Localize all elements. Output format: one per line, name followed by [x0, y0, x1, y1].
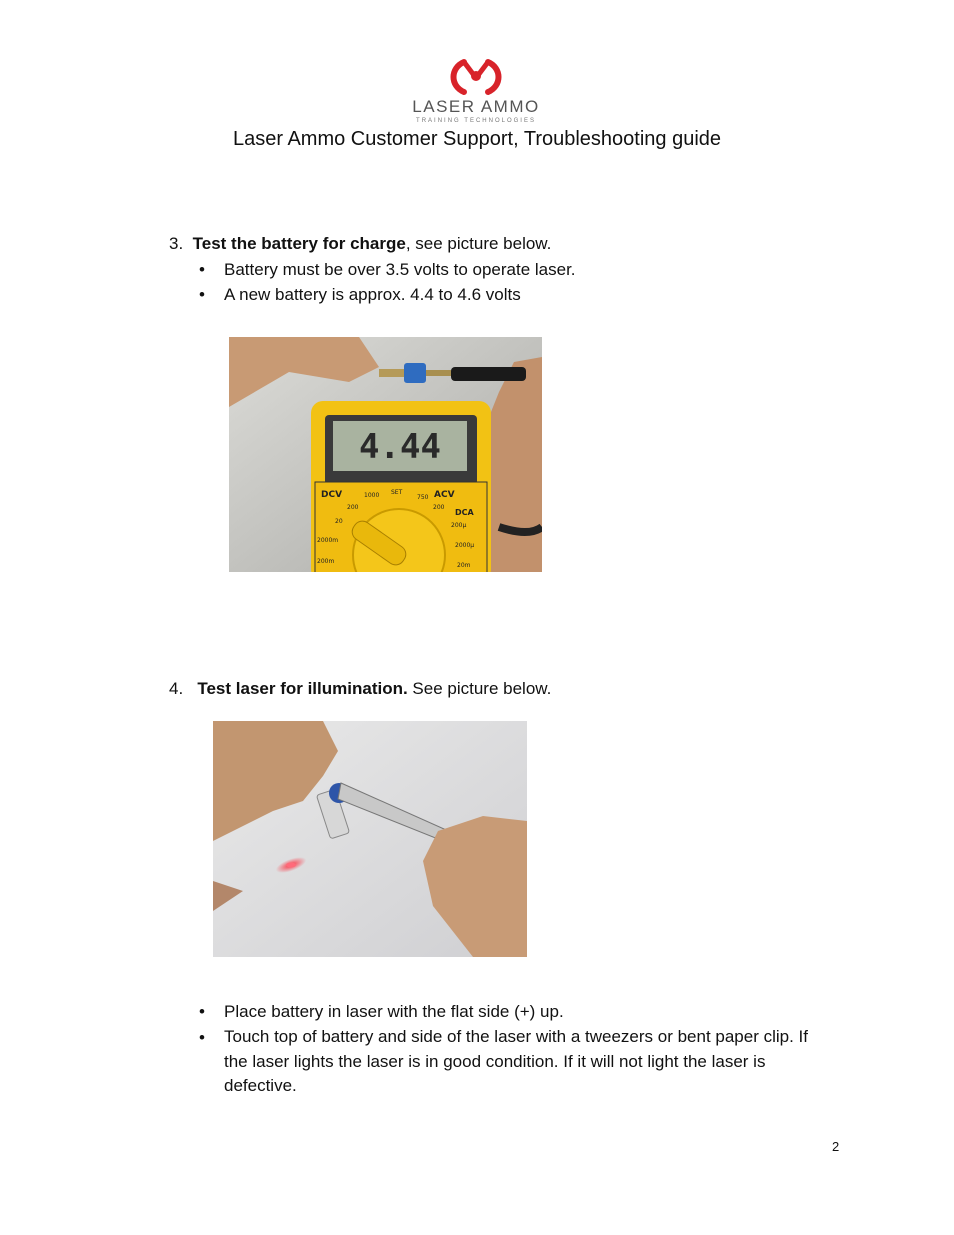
dial-label: ACV: [434, 490, 455, 500]
dial-label: 200μ: [451, 522, 467, 529]
laser-test-photo: [213, 721, 527, 957]
bullet-icon: •: [199, 1002, 205, 1021]
bullet-icon: •: [199, 260, 205, 279]
dial-label: 20: [335, 518, 343, 525]
dial-label: DCV: [321, 490, 343, 500]
dial-label: SET: [391, 489, 403, 496]
dial-label: 2000m: [317, 537, 339, 544]
step-rest-text: , see picture below.: [405, 234, 552, 253]
step-bold-text: Test laser for illumination.: [197, 679, 408, 698]
dial-label: 200: [347, 504, 359, 511]
dial-label: 1000: [364, 492, 380, 499]
logo-wordmark: LASER AMMO: [412, 97, 540, 116]
step-4-heading: [169, 679, 551, 699]
logo-mark-icon: [406, 56, 546, 96]
step-3-bullet-1: Battery must be over 3.5 volts to operate laser.: [224, 260, 576, 279]
dial-label: 750: [417, 494, 429, 501]
dial-label: 2000μ: [455, 542, 475, 549]
step-rest-text: See picture below.: [407, 679, 552, 698]
bullet-icon: •: [199, 1028, 205, 1047]
page-number: 2: [832, 1139, 840, 1154]
step-3-bullet-2: A new battery is approx. 4.4 to 4.6 volts: [224, 285, 521, 304]
dial-label: 200m: [317, 558, 335, 565]
bullet-icon: •: [199, 285, 205, 304]
step-4-bullet-1: Place battery in laser with the flat side (+) up.: [224, 1002, 564, 1021]
step-bold-text: Test the battery for charge: [192, 234, 406, 253]
step-4-bullet-2: Touch top of battery and side of the laser with a tweezers or bent paper clip. If the laser lights the laser is in good condition. If it will not light the laser is defective.: [224, 1027, 808, 1095]
step-3-heading: [169, 234, 551, 254]
step-number: 3.: [169, 234, 184, 253]
dial-label: 20m: [457, 562, 471, 569]
meter-display: 4.44: [359, 427, 441, 467]
multimeter-photo: [229, 337, 542, 572]
dial-label: DCA: [455, 508, 474, 517]
dial-label: 200: [433, 504, 445, 511]
page-title: Laser Ammo Customer Support, Troubleshooting guide: [232, 128, 722, 150]
step-number: 4.: [169, 679, 184, 698]
logo-tagline: TRAINING TECHNOLOGIES: [416, 118, 536, 124]
